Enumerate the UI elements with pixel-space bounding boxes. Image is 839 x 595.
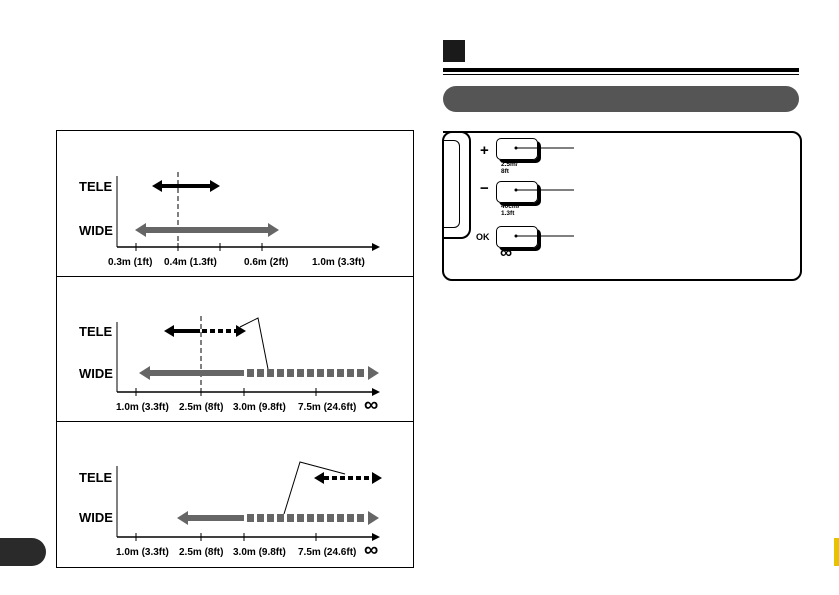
d2-tick-0: 1.0m (3.3ft): [116, 402, 169, 413]
d2-tick-4: ∞: [364, 394, 379, 416]
diagram2: [117, 316, 380, 396]
plus-caption-2: 8ft: [501, 168, 509, 175]
d3-tick-0: 1.0m (3.3ft): [116, 547, 169, 558]
d1-tick-2: 0.6m (2ft): [244, 257, 289, 268]
d3-tick-1: 2.5m (8ft): [179, 547, 224, 558]
d3-tick-3: 7.5m (24.6ft): [298, 547, 357, 558]
d1-tick-1: 0.4m (1.3ft): [164, 257, 217, 268]
plus-caption-1: 2.5m/: [501, 161, 518, 168]
plus-label: +: [480, 142, 489, 159]
d3-tick-4: ∞: [364, 539, 379, 561]
minus-caption-2: 1.3ft: [501, 210, 515, 217]
minus-caption-1: 40cm/: [501, 203, 520, 210]
minus-label: −: [480, 180, 489, 197]
d1-tick-0: 0.3m (1ft): [108, 257, 153, 268]
d1-tick-3: 1.0m (3.3ft): [312, 257, 365, 268]
d2-tele-label: TELE: [79, 324, 113, 339]
d3-tick-2: 3.0m (9.8ft): [233, 547, 286, 558]
diagram3: [117, 462, 382, 541]
diagram1: [117, 172, 380, 251]
d2-tick-1: 2.5m (8ft): [179, 402, 224, 413]
d3-tele-label: TELE: [79, 470, 113, 485]
d1-wide-label: WIDE: [79, 223, 113, 238]
infinity-caption: ∞: [500, 243, 513, 262]
page-tab-right: [834, 538, 839, 566]
d3-wide-label: WIDE: [79, 510, 113, 525]
d2-wide-label: WIDE: [79, 366, 113, 381]
page-tab-left: [0, 538, 46, 566]
d1-tele-label: TELE: [79, 179, 113, 194]
d2-tick-2: 3.0m (9.8ft): [233, 402, 286, 413]
ok-label: OK: [476, 232, 490, 242]
d2-tick-3: 7.5m (24.6ft): [298, 402, 357, 413]
